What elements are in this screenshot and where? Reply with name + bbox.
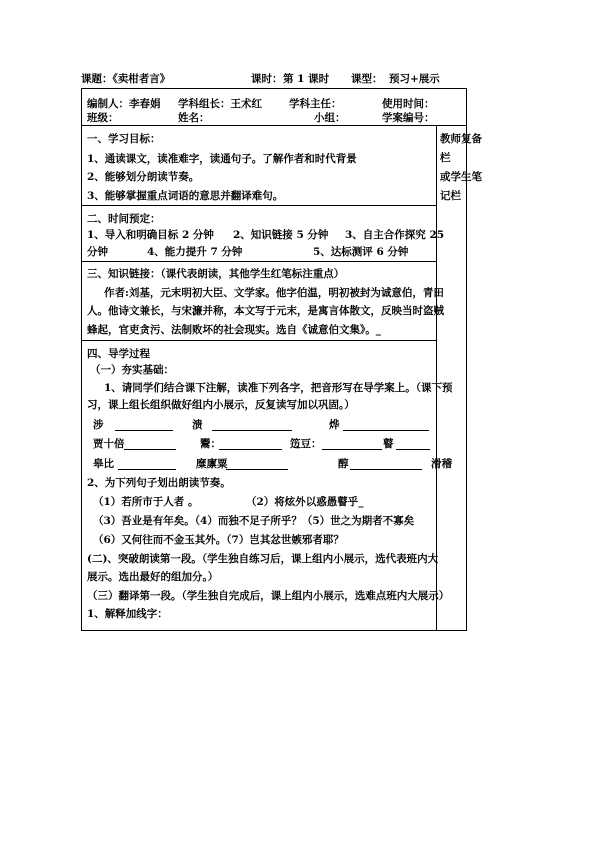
answer-blank[interactable]: [118, 458, 176, 470]
table-border-left: [81, 88, 82, 631]
knowledge-paragraph-2: 人。他诗文兼长，与宋濂并称，本文写于元末，是寓言体散文，反映当时盗贼: [87, 305, 444, 317]
sentence-1: （1）若所市于人者 。: [93, 496, 199, 508]
answer-blank[interactable]: [396, 438, 430, 450]
guide-step-1a: 1、请同学们结合课下注解，读准下列各字，把音形写在导学案上。（课下预: [104, 382, 453, 394]
time-item-3: 3、自主合作探究 25: [345, 229, 445, 241]
side-note-line-1: 教师复备: [440, 133, 482, 145]
answer-blank[interactable]: [212, 419, 292, 431]
char-item: 贾十倍: [93, 438, 125, 450]
period-value: 第 1 课时: [283, 73, 330, 85]
section-divider-1: [81, 205, 436, 206]
char-item: 瞽: [383, 438, 394, 450]
char-item: 皋比: [93, 458, 114, 470]
table-border-bottom: [81, 630, 467, 631]
answer-blank[interactable]: [115, 419, 173, 431]
knowledge-paragraph-3: 蜂起，官吏贪污、法制败坏的社会现实。选自《诚意伯文集》。_: [87, 324, 381, 336]
guide-question-1: 1、解释加线字：: [87, 608, 168, 620]
section-divider-3: [81, 340, 436, 341]
char-item: 溃: [192, 419, 203, 431]
group-leader-field: 学科组长：王术红: [178, 98, 262, 110]
guide-title: 四、导学过程: [87, 348, 150, 360]
guide-sub-2b: 展示。选出最好的组加分。）: [87, 571, 219, 583]
goal-item-3: 3、能够掌握重点词语的意思并翻译难句。: [87, 190, 284, 202]
sentence-3-5: （3）吾业是有年矣。（4）而独不足子所乎？（5）世之为期者不寡矣: [93, 515, 415, 527]
char-item: 滑稽: [431, 458, 452, 470]
guide-sub-3: （三）翻译第一段。（学生独自完成后，课上组内小展示，选难点班内大展示）: [87, 590, 450, 602]
side-note-line-3: 或学生笔: [440, 171, 482, 183]
table-border-top: [81, 88, 467, 89]
author-field: 编制人：李春娟: [87, 98, 161, 110]
goals-title: 一、学习目标：: [87, 133, 161, 145]
goal-item-1: 1、通读课文，读准难字，读通句子。了解作者和时代背景: [87, 153, 357, 165]
knowledge-paragraph-1: 作者:刘基，元末明初大臣、文学家。他字伯温，明初被封为诚意伯，青田: [104, 287, 444, 299]
guide-step-1b: 习，课上组长组织做好组内小展示，反复读写加以巩固。）: [87, 399, 355, 411]
answer-blank[interactable]: [226, 458, 288, 470]
answer-blank[interactable]: [350, 458, 422, 470]
director-field: 学科主任：: [289, 98, 342, 110]
time-title: 二、时间预定：: [87, 213, 161, 225]
time-item-3-cont: 分钟: [87, 246, 108, 258]
type-value: 预习+展示: [389, 73, 440, 85]
answer-blank[interactable]: [124, 438, 176, 450]
answer-blank[interactable]: [322, 438, 382, 450]
section-divider-2: [81, 261, 436, 262]
char-item: 糜廪粟: [196, 458, 228, 470]
class-field: 班级：: [87, 112, 119, 124]
guide-sub-2a: (二)、突破朗读第一段。（学生独自练习后，课上组内小展示，选代表班内大: [87, 553, 439, 565]
char-item: 醇: [338, 458, 349, 470]
knowledge-title: 三、知识链接：（课代表朗读，其他学生红笔标注重点）: [87, 268, 345, 280]
sentence-6-7: （6）又何往而不金玉其外。（7）岂其忿世嫉邪者耶？: [93, 534, 344, 546]
guide-step-2: 2、为下列句子划出朗读节奏。: [87, 477, 231, 489]
guide-sub-1: （一）夯实基础：: [90, 364, 174, 376]
answer-blank[interactable]: [343, 419, 429, 431]
type-label: 课型：: [351, 73, 383, 85]
goal-item-2: 2、能够划分朗读节奏。: [87, 171, 200, 183]
case-number-field: 学案编号：: [382, 112, 435, 124]
char-item: 鬻：: [200, 438, 221, 450]
time-item-1: 1、导入和明确目标 2 分钟: [87, 229, 214, 241]
use-time-field: 使用时间：: [382, 98, 435, 110]
char-item: 烨: [329, 419, 340, 431]
char-item: 涉: [93, 419, 104, 431]
sentence-2: （2）将炫外以惑愚瞽乎_: [246, 496, 364, 508]
time-item-5: 5、达标测评 6 分钟: [313, 246, 409, 258]
team-field: 小组：: [314, 112, 346, 124]
time-item-2: 2、知识链接 5 分钟: [233, 229, 329, 241]
period-label: 课时：: [251, 73, 283, 85]
name-field: 姓名：: [178, 112, 210, 124]
char-item: 笾豆：: [290, 438, 322, 450]
side-note-line-4: 记栏: [440, 190, 461, 202]
answer-blank[interactable]: [219, 438, 282, 450]
time-item-4: 4、能力提升 7 分钟: [147, 246, 243, 258]
topic-label: 课题：《卖柑者言》: [81, 73, 171, 85]
side-note-line-2: 栏: [440, 152, 451, 164]
